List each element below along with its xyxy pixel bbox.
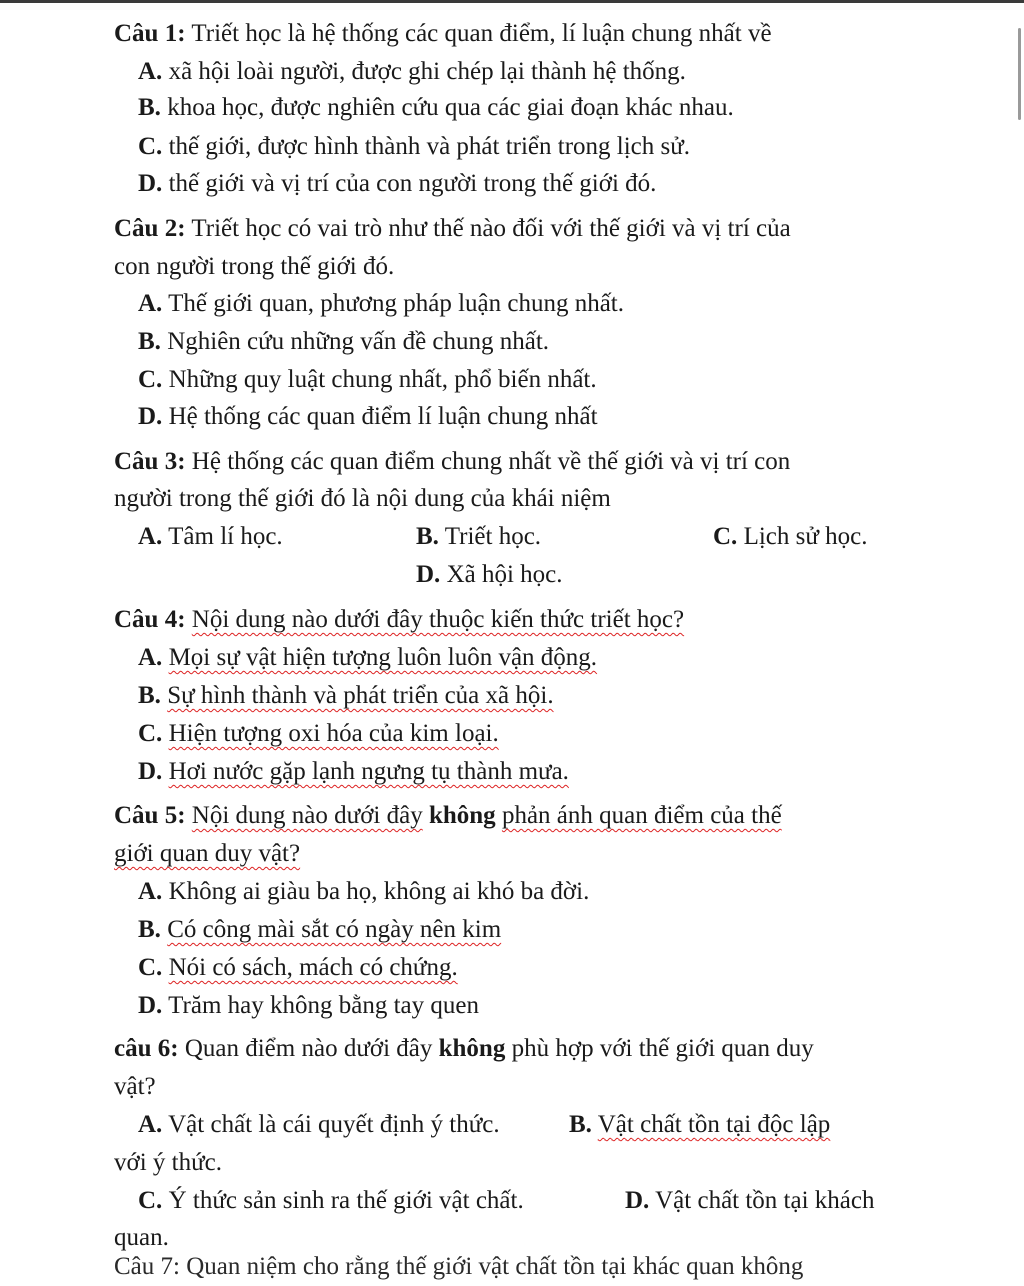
question-6-label: câu 6: (114, 1035, 179, 1062)
question-2-option-d: D. Hệ thống các quan điểm lí luận chung nhất (138, 403, 598, 430)
question-3-option-c: C. Lịch sử học. (713, 523, 868, 550)
question-3-stem-line2: người trong thế giới đó là nội dung của khái niệm (114, 485, 611, 512)
question-5-option-a: A. Không ai giàu ba họ, không ai khó ba đời. (138, 878, 590, 905)
question-3-stem: Câu 3: Hệ thống các quan điểm chung nhất về thế giới và vị trí con (114, 448, 791, 475)
question-5-option-c: C. Nói có sách, mách có chứng. (138, 954, 458, 981)
scrollbar-thumb[interactable] (1018, 28, 1021, 120)
question-1-option-c: C. thế giới, được hình thành và phát triển trong lịch sử. (138, 133, 691, 160)
question-1-option-a: A. xã hội loài người, được ghi chép lại thành hệ thống. (138, 58, 686, 85)
question-4-option-b: B. Sự hình thành và phát triển của xã hội. (138, 682, 554, 709)
question-1-option-d: D. thế giới và vị trí của con người trong thế giới đó. (138, 170, 657, 197)
question-1-option-b: B. khoa học, được nghiên cứu qua các giai đoạn khác nhau. (138, 94, 734, 121)
question-2-stem-line2: con người trong thế giới đó. (114, 253, 395, 280)
question-6-stem: câu 6: Quan điểm nào dưới đây không phù hợp với thế giới quan duy (114, 1035, 814, 1062)
question-5-option-d: D. Trăm hay không bằng tay quen (138, 992, 479, 1019)
question-6-option-d-continued: quan. (114, 1224, 169, 1251)
question-6-option-b: B. Vật chất tồn tại độc lập (569, 1111, 831, 1138)
question-3-option-b: B. Triết học. (416, 523, 542, 550)
question-2-stem: Câu 2: Triết học có vai trò như thế nào đối với thế giới và vị trí của (114, 215, 791, 242)
question-6-option-c: C. Ý thức sản sinh ra thế giới vật chất. (138, 1187, 524, 1214)
question-2-option-a: A. Thế giới quan, phương pháp luận chung nhất. (138, 290, 624, 317)
question-6-option-d: D. Vật chất tồn tại khách (625, 1187, 875, 1214)
question-4-stem: Câu 4: Nội dung nào dưới đây thuộc kiến thức triết học? (114, 606, 685, 633)
question-6-stem-line2: vật? (114, 1073, 156, 1100)
question-2-option-b: B. Nghiên cứu những vấn đề chung nhất. (138, 328, 550, 355)
question-4-option-a: A. Mọi sự vật hiện tượng luôn luôn vận động. (138, 644, 598, 671)
question-2-option-c: C. Những quy luật chung nhất, phổ biến nhất. (138, 366, 597, 393)
question-1-stem: Câu 1: Triết học là hệ thống các quan điểm, lí luận chung nhất về (114, 20, 772, 47)
question-4-option-d: D. Hơi nước gặp lạnh ngưng tụ thành mưa. (138, 758, 569, 785)
question-5-option-b: B. Có công mài sắt có ngày nên kim (138, 916, 502, 943)
question-2-label: Câu 2: (114, 215, 186, 242)
question-3-option-d: D. Xã hội học. (416, 561, 563, 588)
question-5-stem: Câu 5: Nội dung nào dưới đây không phản ánh quan điểm của thế (114, 802, 782, 829)
question-5-stem-line2: giới quan duy vật? (114, 840, 301, 867)
page-top-border (0, 0, 1024, 3)
question-4-option-c: C. Hiện tượng oxi hóa của kim loại. (138, 720, 499, 747)
question-3-option-a: A. Tâm lí học. (138, 523, 283, 550)
question-6-option-a: A. Vật chất là cái quyết định ý thức. (138, 1111, 500, 1138)
question-5-label: Câu 5: (114, 802, 186, 829)
question-1-label: Câu 1: (114, 20, 186, 47)
question-6-option-b-continued: với ý thức. (114, 1149, 223, 1176)
question-7-partial: Câu 7: Quan niệm cho rằng thế giới vật chất tồn tại khác quan không (114, 1253, 804, 1280)
question-3-label: Câu 3: (114, 448, 186, 475)
question-4-label: Câu 4: (114, 606, 186, 633)
